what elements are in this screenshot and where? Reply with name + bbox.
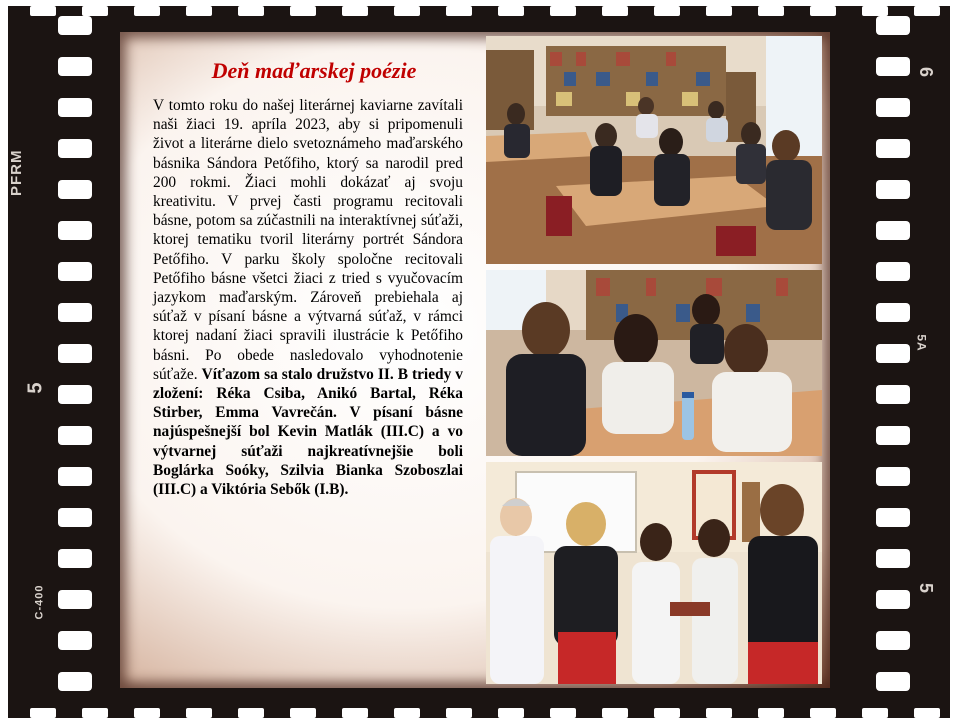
film-perforation: [876, 672, 910, 691]
film-perforation: [58, 631, 92, 650]
film-perforation: [58, 221, 92, 240]
film-perforation: [876, 16, 910, 35]
film-edge-label-right-5: 5: [916, 582, 937, 595]
film-perforation: [876, 385, 910, 404]
film-edge-label-c400: C-400: [33, 584, 46, 620]
film-perforation: [758, 6, 784, 16]
article-body-winners: Víťazom sa stalo družstvo II. B triedy v zložení: Réka Csiba, Anikó Bartal, Réka Stirber, Emma Vavrečán. V písaní básne najúspešnejší bol Kevin Matlák (III.C) a vo výtvarnej súťaži najkreatívnejšie boli Boglárka Soóky, Szilvia Bianka Szoboszlai (III.C) a Viktória Sebők (I.B).: [153, 365, 464, 499]
film-perforation: [58, 303, 92, 322]
film-perforation: [876, 344, 910, 363]
film-perforation: [446, 708, 472, 718]
film-perforation: [30, 6, 56, 16]
film-perforation: [58, 262, 92, 281]
film-perforation: [602, 708, 628, 718]
film-perforation: [876, 303, 910, 322]
film-perforation: [30, 708, 56, 718]
film-perforation: [290, 6, 316, 16]
film-perforation: [876, 508, 910, 527]
film-perforation: [58, 467, 92, 486]
film-perforation: [58, 385, 92, 404]
film-perforation: [876, 221, 910, 240]
article-body: [153, 96, 463, 499]
film-perforation: [654, 6, 680, 16]
film-right-perforations: [876, 6, 916, 718]
film-perforation: [876, 467, 910, 486]
film-perforation: [58, 426, 92, 445]
film-perforation: [58, 549, 92, 568]
film-perforation: [186, 6, 212, 16]
film-perforation: [58, 344, 92, 363]
film-perforation: [876, 98, 910, 117]
film-perforation: [290, 708, 316, 718]
film-top-perforations: [8, 6, 950, 20]
film-perforation: [134, 708, 160, 718]
film-perforation: [758, 708, 784, 718]
film-edge-label-left-5: 5: [24, 381, 47, 394]
film-perforation: [914, 6, 940, 16]
film-perforation: [498, 6, 524, 16]
film-edge-label-pfrm: PFRM: [8, 149, 25, 196]
film-perforation: [58, 180, 92, 199]
film-perforation: [706, 6, 732, 16]
film-perforation: [238, 6, 264, 16]
film-perforation: [446, 6, 472, 16]
film-perforation: [876, 631, 910, 650]
film-perforation: [876, 549, 910, 568]
film-perforation: [342, 708, 368, 718]
film-perforation: [876, 139, 910, 158]
film-perforation: [134, 6, 160, 16]
film-perforation: [58, 98, 92, 117]
film-perforation: [394, 708, 420, 718]
film-perforation: [876, 426, 910, 445]
photo-award-ceremony: [486, 462, 822, 684]
film-perforation: [58, 16, 92, 35]
film-perforation: [602, 6, 628, 16]
film-perforation: [238, 708, 264, 718]
film-perforation: [58, 57, 92, 76]
film-perforation: [58, 139, 92, 158]
film-perforation: [58, 672, 92, 691]
photo-students-at-table: [486, 270, 822, 456]
film-perforation: [550, 708, 576, 718]
film-edge-label-right-6: 6: [916, 66, 937, 79]
film-perforation: [498, 708, 524, 718]
film-perforation: [654, 708, 680, 718]
film-perforation: [706, 708, 732, 718]
film-perforation: [810, 708, 836, 718]
article-body-text: V tomto roku do našej literárnej kaviarne zavítali naši žiaci 19. apríla 2023, aby si pripomenuli život a literárne dielo svetoznámeho maďarského básnika Sándora Petőfiho, ktorý sa narodil pred 200 rokmi. Žiaci mohli dokázať aj svoju kreativitu. V prvej časti programu recitovali básne, potom sa zúčastnili na interaktívnej súťaži, ktorej tematiku tvoril literárny portrét Sándora Petőfiho. V parku školy spoločne recitovali Petőfiho básne všetci žiaci z tried s vyučovacím jazykom maďarským. Zároveň prebiehala aj súťaž v písaní básne a výtvarná súťaž, v rámci ktorej nadaní žiaci spravili ilustrácie k Petőfiho básni. Po obede nasledovalo vyhodnotenie súťaže.: [153, 97, 463, 383]
article-title: Deň maďarskej poézie: [211, 58, 417, 83]
film-perforation: [58, 508, 92, 527]
film-perforation: [914, 708, 940, 718]
film-perforation: [186, 708, 212, 718]
film-perforation: [810, 6, 836, 16]
film-edge-label-5a: 5A: [914, 334, 929, 352]
film-perforation: [394, 6, 420, 16]
film-perforation: [876, 590, 910, 609]
film-perforation: [342, 6, 368, 16]
film-left-perforations: [58, 6, 98, 718]
film-perforation: [550, 6, 576, 16]
photo-library-classroom: [486, 36, 822, 264]
film-perforation: [876, 180, 910, 199]
film-perforation: [876, 57, 910, 76]
film-perforation: [876, 262, 910, 281]
film-bottom-perforations: [8, 704, 950, 718]
film-perforation: [58, 590, 92, 609]
